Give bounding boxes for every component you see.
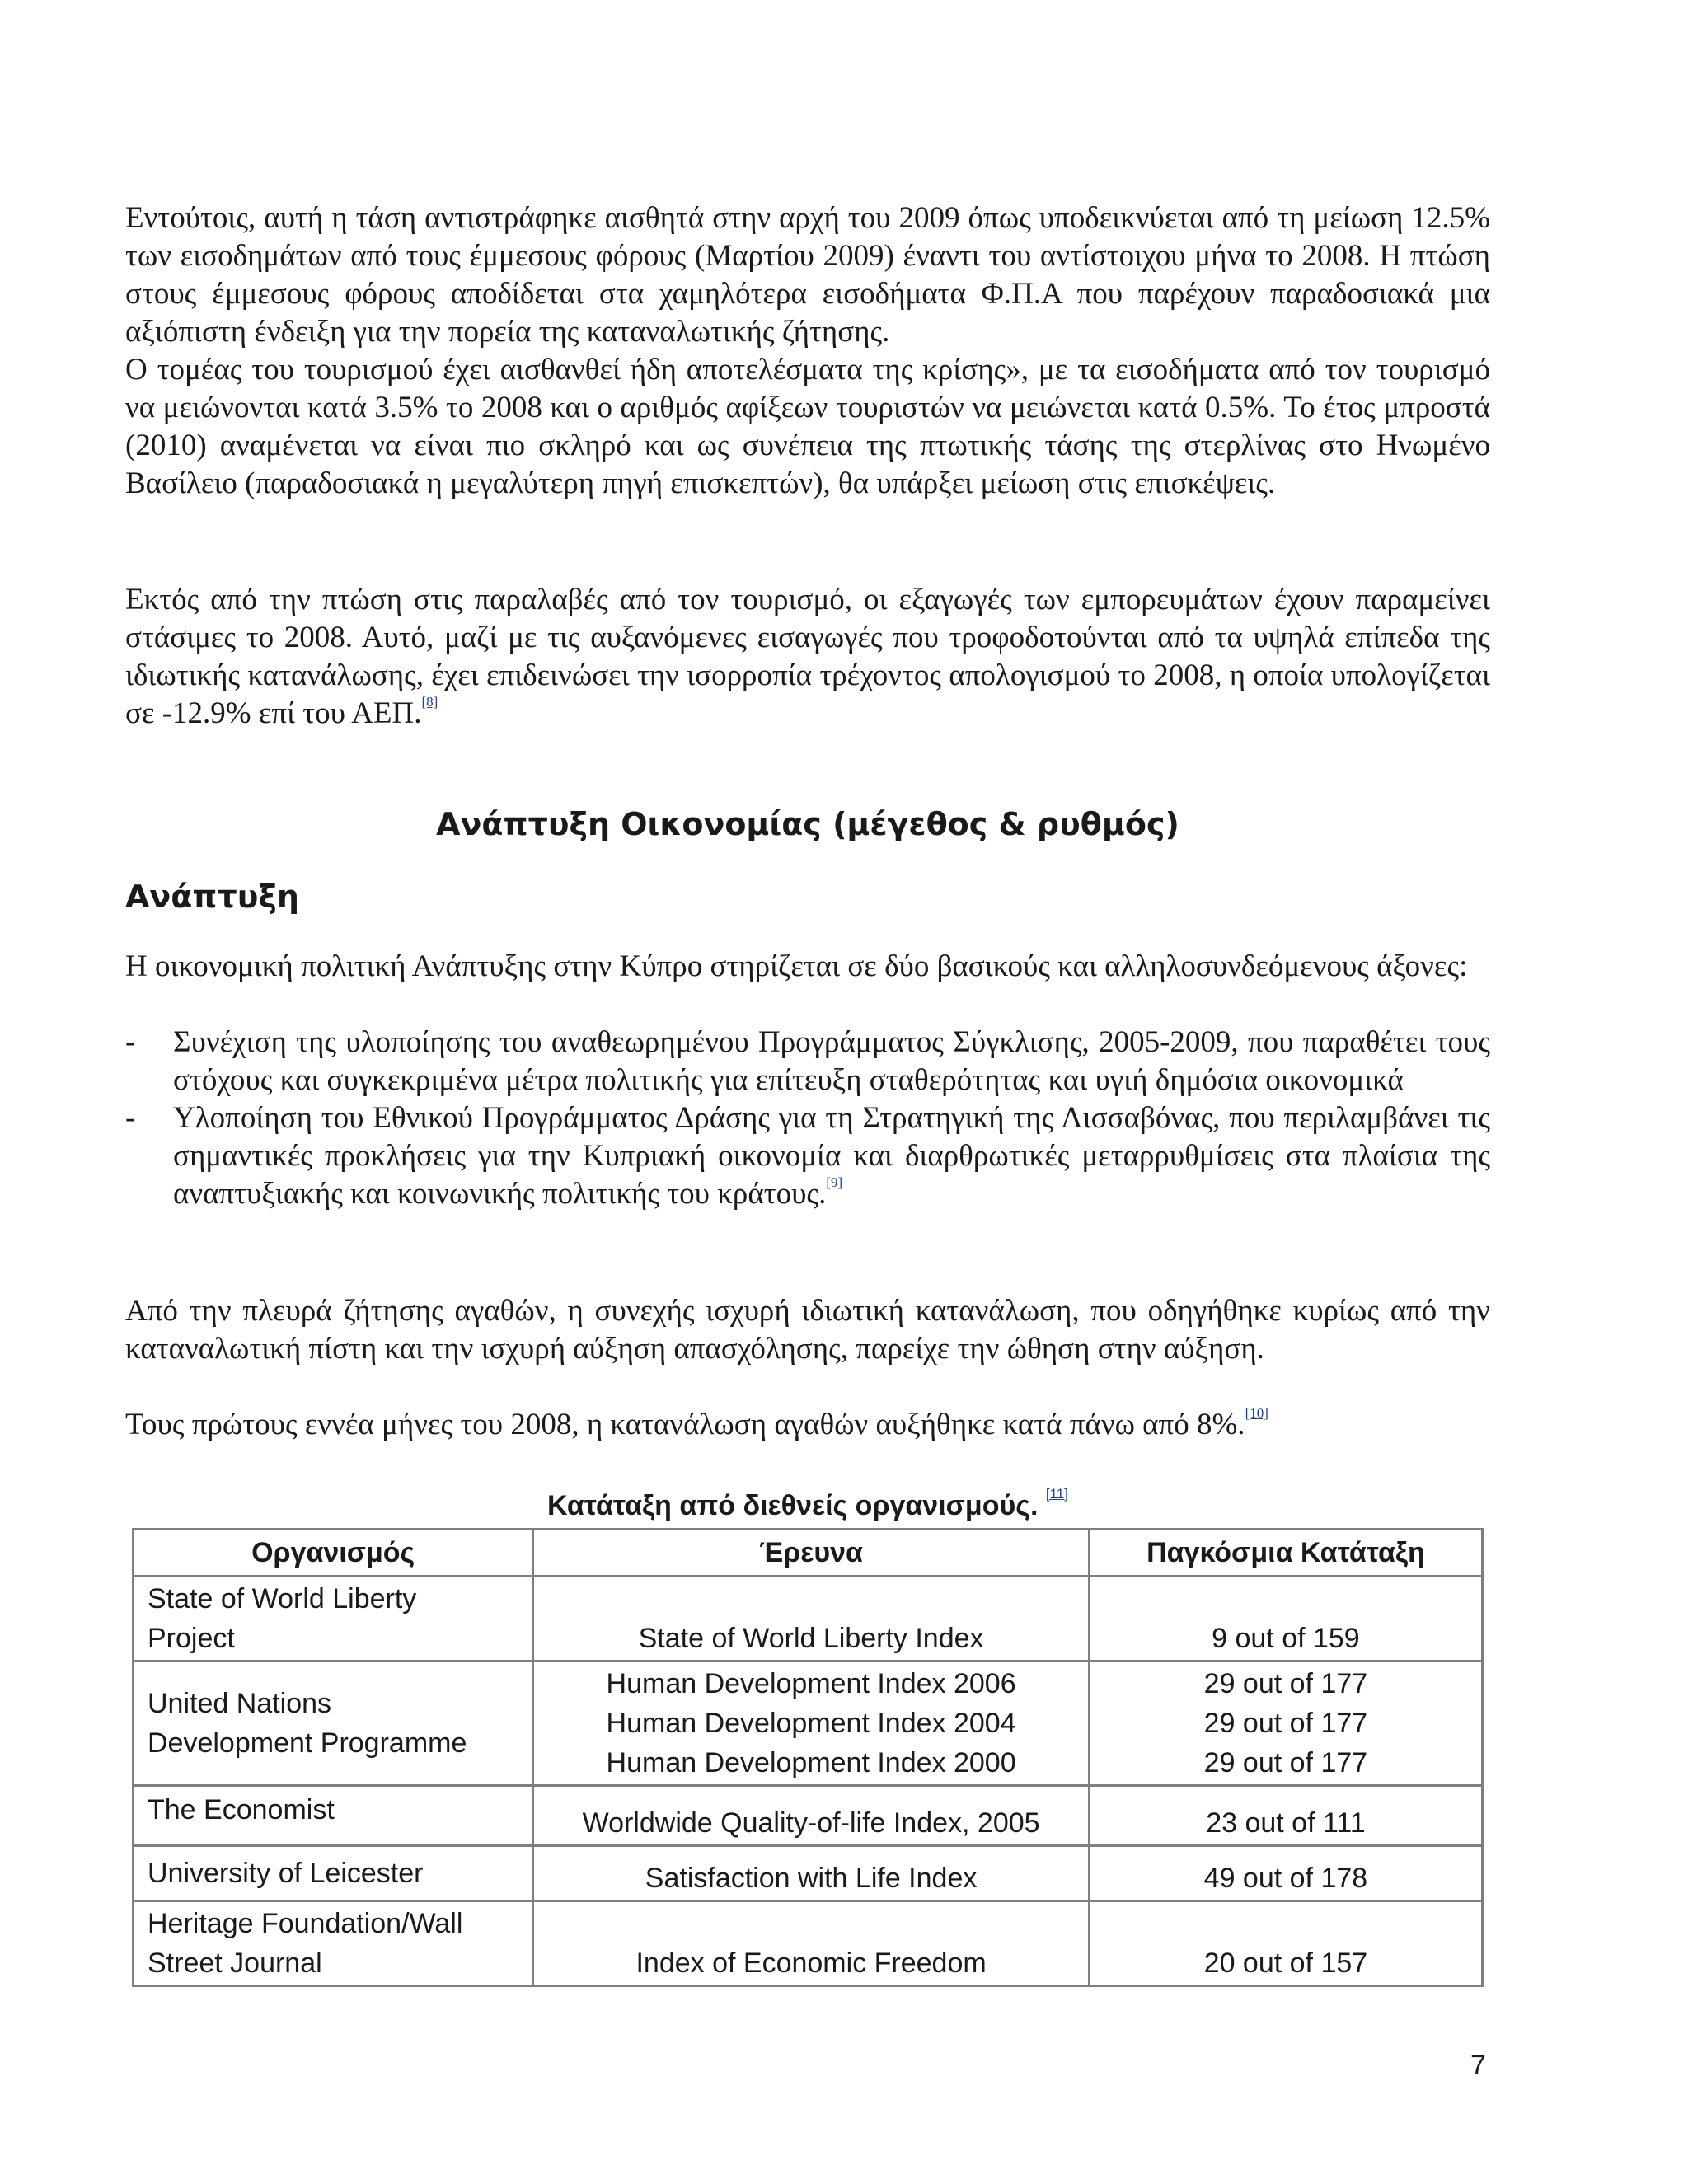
paragraph-text: Εντούτοις, αυτή η τάση αντιστράφηκε αισθητά στην αρχή του 2009 όπως υποδεικνύεται από τη μείωση 12.5% των εισοδημάτων από τους έμμεσους φόρους (Μαρτίου 2009) έναντι του αντίστοιχου μήνα το 2008. Η πτώση στους έμμεσους φόρους αποδίδεται στα χαμηλότερα εισοδήματα Φ.Π.Α που παρέχουν παραδοσιακά μια αξιόπιστη ένδειξη για την πορεία της καταναλωτικής ζήτησης. (125, 201, 1490, 349)
footnote-ref-9[interactable] (826, 1174, 842, 1190)
paragraph-demand: Από την πλευρά ζήτησης αγαθών, η συνεχής ισχυρή ιδιωτική κατανάλωση, που οδηγήθηκε κυρίως από την καταναλωτική πίστη και την ισχυρή αύξηση απασχόλησης, παρείχε την ώθηση στην αύξηση. (125, 1294, 1490, 1366)
section-title: Ανάπτυξη Οικονομίας (μέγεθος & ρυθμός) (436, 806, 1179, 842)
cell-text: Project (148, 1623, 235, 1654)
table-row (134, 1786, 1483, 1846)
cell-text: United Nations (148, 1688, 332, 1719)
rank-cell: 9 out of 159 (1089, 1577, 1482, 1661)
footnote-link[interactable]: [8] (421, 694, 438, 710)
paragraph-text: Τους πρώτους εννέα μήνες του 2008, η κατανάλωση αγαθών αυξήθηκε κατά πάνω από 8%. (125, 1408, 1245, 1441)
study-cell (533, 1661, 1090, 1786)
list-item-text: Συνέχιση της υλοποίησης του αναθεωρημένου Προγράμματος Σύγκλισης, 2005-2009, που παραθέτει τους στόχους και συγκεκριμένα μέτρα πολιτικής για επίτευξη σταθερότητας και υγιή δημόσια οικονομικά (173, 1025, 1490, 1097)
cell-text: Human Development Index 2000 (606, 1747, 1016, 1779)
cell-text: Human Development Index 2004 (606, 1708, 1016, 1739)
table-header-row (134, 1530, 1483, 1577)
table-row (134, 1577, 1483, 1661)
footnote-ref-11[interactable] (1046, 1486, 1068, 1502)
cell-text: Development Programme (148, 1727, 467, 1759)
list-item (125, 1099, 1490, 1213)
table-row (134, 1901, 1483, 1986)
column-header-global-rank: Παγκόσμια Κατάταξη (1089, 1530, 1482, 1577)
list-item-text: Υλοποίηση του Εθνικού Προγράμματος Δράσης για τη Στρατηγική της Λισσαβόνας, που περιλαμβάνει τις σημαντικές προκλήσεις για την Κυπριακή οικονομία και διαρθρωτικές μεταρρυθμίσεις στα πλαίσια της αναπτυξιακής και κοινωνικής πολιτικής του κράτους. (173, 1101, 1490, 1211)
organization-cell (134, 1661, 533, 1786)
paragraph-text: Εκτός από την πτώση στις παραλαβές από τον τουρισμό, οι εξαγωγές των εμπορευμάτων έχουν παραμείνει στάσιμες το 2008. Αυτό, μαζί με τις αυξανόμενες εισαγωγές που τροφοδοτούνται από τα υψηλά επίπεδα της ιδιωτικής κατανάλωσης, έχει επιδεινώσει την ισορροπία τρέχοντος απολογισμού το 2008, η οποία υπολογίζεται σε -12.9% επί του ΑΕΠ. (125, 583, 1490, 730)
paragraph-text: Ο τομέας του τουρισμού έχει αισθανθεί ήδη αποτελέσματα της κρίσης», με τα εισοδήματα από τον τουρισμό να μειώνονται κατά 3.5% το 2008 και ο αριθμός αφίξεων τουριστών να μειώνεται κατά 0.5%. Το έτος μπροστά (2010) αναμένεται να είναι πιο σκληρό και ως συνέπεια της πτωτικής τάσης της στερλίνας στο Ηνωμένο Βασίλειο (παραδοσιακά η μεγαλύτερη πηγή επισκεπτών), θα υπάρξει μείωση στις επισκέψεις. (125, 353, 1490, 500)
list-item (125, 1024, 1490, 1099)
cell-text: Human Development Index 2006 (606, 1668, 1016, 1699)
rankings-table (132, 1528, 1484, 1987)
column-header-study: Έρευνα (533, 1530, 1090, 1577)
policy-bullet-list (125, 1024, 1490, 1213)
table-caption-text: Κατάταξη από διεθνείς οργανισμούς. (547, 1490, 1039, 1521)
bullet-dash: - (125, 1101, 136, 1135)
rank-cell: 20 out of 157 (1089, 1901, 1482, 1986)
study-cell: State of World Liberty Index (533, 1577, 1090, 1661)
cell-text: 29 out of 177 (1203, 1668, 1368, 1699)
table-row (134, 1661, 1483, 1786)
column-header-organization: Οργανισμός (134, 1530, 533, 1577)
subsection-title: Ανάπτυξη (125, 879, 299, 915)
organization-cell (134, 1577, 533, 1661)
footnote-link[interactable]: [9] (826, 1174, 843, 1190)
study-cell: Index of Economic Freedom (533, 1901, 1090, 1986)
organization-cell: The Economist (134, 1786, 533, 1846)
paragraph-indirect-taxes-tourism (125, 199, 1490, 503)
cell-text: Street Journal (148, 1947, 322, 1979)
rank-cell: 23 out of 111 (1089, 1786, 1482, 1846)
table-row (134, 1846, 1483, 1901)
organization-cell (134, 1901, 533, 1986)
paragraph-policy-axes: Η οικονομική πολιτική Ανάπτυξης στην Κύπρο στηρίζεται σε δύο βασικούς και αλληλοσυνδεόμενους άξονες: (125, 949, 1468, 983)
organization-cell: University of Leicester (134, 1846, 533, 1901)
footnote-link[interactable]: [11] (1045, 1486, 1068, 1502)
study-cell: Worldwide Quality-of-life Index, 2005 (533, 1786, 1090, 1846)
footnote-link[interactable]: [10] (1245, 1405, 1268, 1421)
paragraph-consumption (125, 1406, 1490, 1444)
paragraph-exports (125, 581, 1490, 733)
page-number: 7 (1470, 2050, 1486, 2081)
cell-text: Heritage Foundation/Wall (148, 1908, 463, 1939)
table-caption (132, 1488, 1484, 1524)
cell-text: 29 out of 177 (1203, 1747, 1368, 1779)
bullet-dash: - (125, 1025, 136, 1059)
rank-cell (1089, 1661, 1482, 1786)
footnote-ref-10[interactable] (1245, 1405, 1268, 1421)
footnote-ref-8[interactable] (422, 694, 438, 710)
cell-text: 29 out of 177 (1203, 1708, 1368, 1739)
study-cell: Satisfaction with Life Index (533, 1846, 1090, 1901)
rank-cell: 49 out of 178 (1089, 1846, 1482, 1901)
cell-text: State of World Liberty (148, 1583, 417, 1615)
